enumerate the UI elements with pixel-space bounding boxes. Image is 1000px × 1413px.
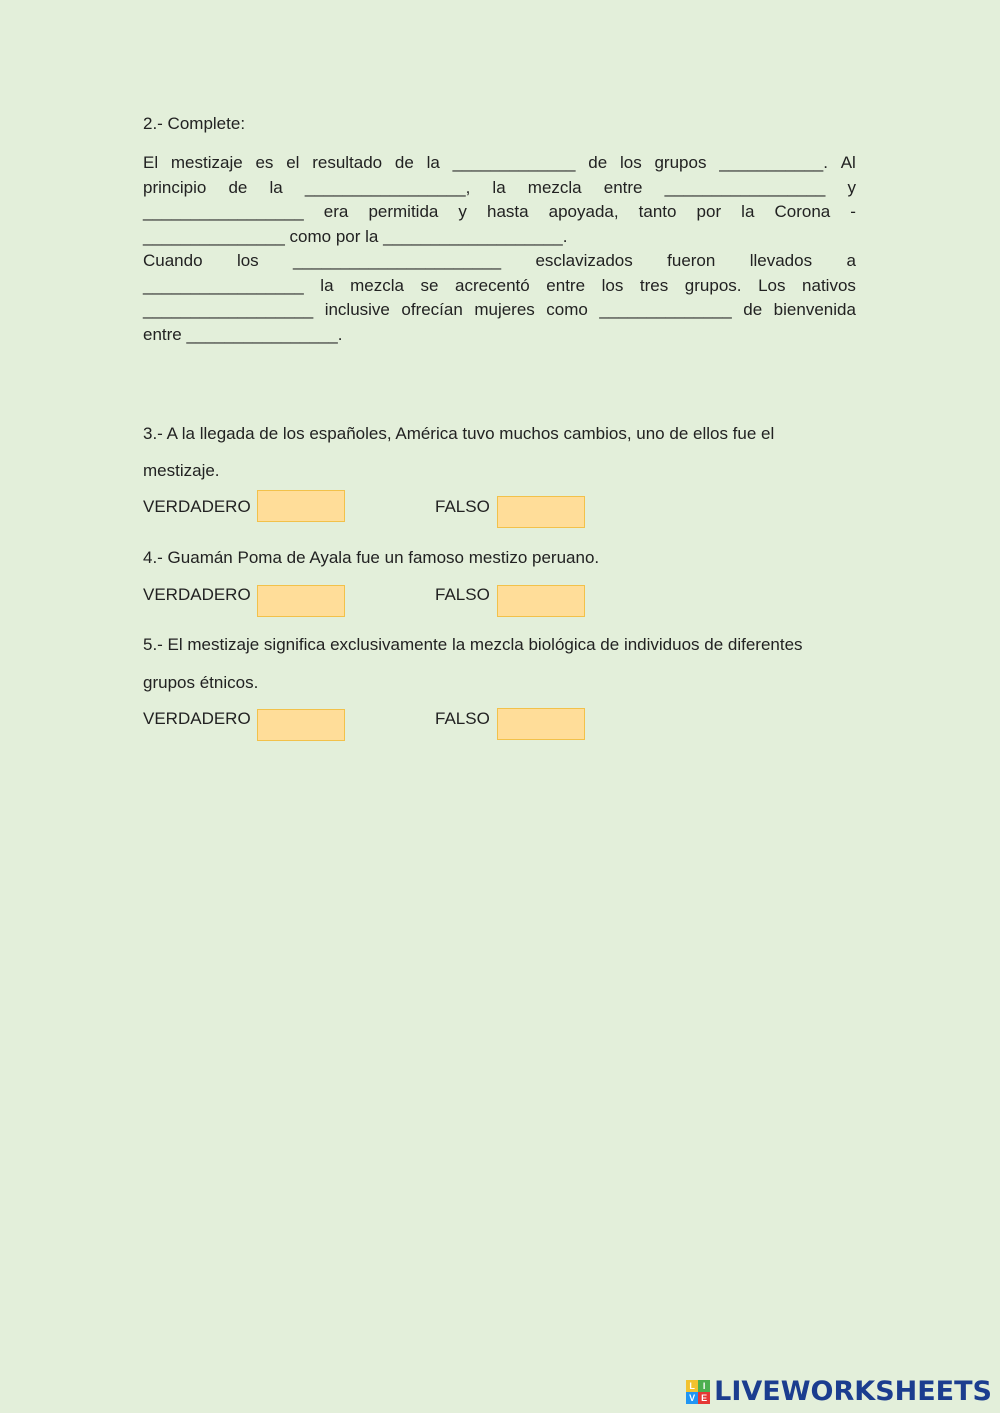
question-3-text-line1: 3.- A la llegada de los españoles, América tuvo muchos cambios, uno de ellos fue el (143, 424, 775, 443)
paragraph-word: entre (546, 275, 586, 295)
paragraph-word: hasta (486, 202, 529, 221)
paragraph-word: ofrecían (401, 300, 463, 319)
paragraph-line (143, 249, 856, 274)
paragraph-word: la (741, 202, 755, 221)
paragraph-word: mestizaje (170, 153, 243, 172)
paragraph-word: esclavizados (535, 251, 633, 270)
paragraph-word: de (228, 177, 248, 197)
blank-field[interactable]: ______________________ (293, 251, 502, 270)
question-4-true-box[interactable] (257, 585, 345, 617)
paragraph-line (143, 298, 856, 323)
paragraph-word: de (743, 300, 763, 319)
paragraph-word: apoyada, (548, 202, 619, 221)
paragraph-word: - (850, 202, 856, 221)
question-3-text-line2: mestizaje. (143, 461, 220, 480)
paragraph-word: era (323, 202, 349, 221)
paragraph-word: la (426, 153, 440, 172)
paragraph-word: entre (603, 177, 643, 197)
section-2-heading: 2.- Complete: (143, 114, 246, 133)
paragraph-word: tanto (638, 202, 677, 221)
paragraph-word: grupos (654, 153, 707, 172)
question-3-true-label: VERDADERO (143, 497, 251, 516)
liveworksheets-logo-icon: L I V E (686, 1380, 710, 1404)
paragraph-word: por (696, 202, 722, 221)
question-3-false-box[interactable] (497, 496, 585, 528)
paragraph-word: inclusive (324, 300, 390, 319)
liveworksheets-logo[interactable] (686, 1376, 992, 1407)
paragraph-word: mezcla (350, 275, 404, 295)
paragraph-line (143, 323, 856, 348)
question-3-false-label: FALSO (435, 497, 490, 516)
paragraph-word: resultado (312, 153, 383, 172)
liveworksheets-logo-text: LIVEWORKSHEETS (714, 1376, 992, 1407)
paragraph-word: a (846, 251, 856, 270)
paragraph-word: mujeres (474, 300, 535, 319)
paragraph-word: Los (758, 275, 786, 295)
paragraph-word: tres (639, 275, 669, 295)
paragraph-word: grupos. (684, 275, 742, 295)
question-4-false-label: FALSO (435, 585, 490, 604)
paragraph-word: se (420, 275, 439, 295)
question-5-false-label: FALSO (435, 709, 490, 728)
question-3-true-box[interactable] (257, 490, 345, 522)
paragraph-word: los (236, 251, 259, 270)
paragraph-word: mezcla (527, 177, 582, 197)
paragraph-word: acrecentó (455, 275, 530, 295)
paragraph-word: y (458, 202, 467, 221)
paragraph-word: de (588, 153, 608, 172)
paragraph-line (143, 176, 856, 201)
question-4-text: 4.- Guamán Poma de Ayala fue un famoso mestizo peruano. (143, 548, 600, 567)
paragraph-word: la (492, 177, 506, 197)
question-5-true-label: VERDADERO (143, 709, 251, 728)
paragraph-word: principio (143, 177, 207, 197)
paragraph-word: la (320, 275, 334, 295)
question-4-true-label: VERDADERO (143, 585, 251, 604)
paragraph-word: de (394, 153, 414, 172)
paragraph-word: llevados (749, 251, 813, 270)
question-4-false-box[interactable] (497, 585, 585, 617)
paragraph-line (143, 225, 856, 250)
paragraph-word: Cuando (143, 251, 203, 270)
paragraph-word: nativos (802, 275, 856, 295)
paragraph-word: como (546, 300, 588, 319)
paragraph-word: la (269, 177, 283, 197)
blank-field[interactable]: _____________ (452, 153, 576, 172)
blank-field[interactable]: ______________ (599, 300, 732, 319)
blank-field[interactable]: _________________ (664, 177, 826, 197)
blank-field[interactable]: __________________ (143, 300, 314, 319)
paragraph-word: bienvenida (773, 300, 856, 319)
paragraph-word: Al (840, 153, 856, 172)
question-5-text-line1: 5.- El mestizaje significa exclusivamente la mezcla biológica de individuos de diferentes (143, 635, 803, 654)
paragraph-line (143, 151, 856, 176)
paragraph-word: Corona (774, 202, 831, 221)
paragraph-word: El (143, 153, 159, 172)
paragraph-word: permitida (368, 202, 439, 221)
paragraph-line (143, 274, 856, 299)
paragraph-word: es (255, 153, 274, 172)
fill-in-paragraph (143, 151, 856, 347)
blank-field[interactable]: _________________ (143, 275, 304, 295)
question-5-true-box[interactable] (257, 709, 345, 741)
paragraph-word: los (619, 153, 642, 172)
blank-field[interactable]: ___________. (719, 153, 828, 172)
paragraph-word: fueron (667, 251, 716, 270)
paragraph-word: y (847, 177, 856, 197)
paragraph-word: el (286, 153, 300, 172)
question-5-text-line2: grupos étnicos. (143, 673, 259, 692)
paragraph-word: entre ________________. (143, 324, 343, 344)
blank-field[interactable]: _________________, (304, 177, 471, 197)
blank-field[interactable]: _________________ (143, 202, 304, 221)
question-5-false-box[interactable] (497, 708, 585, 740)
blank-field[interactable]: _______________ como por la ___________________. (143, 226, 568, 246)
paragraph-line (143, 200, 856, 225)
paragraph-word: los (601, 275, 624, 295)
